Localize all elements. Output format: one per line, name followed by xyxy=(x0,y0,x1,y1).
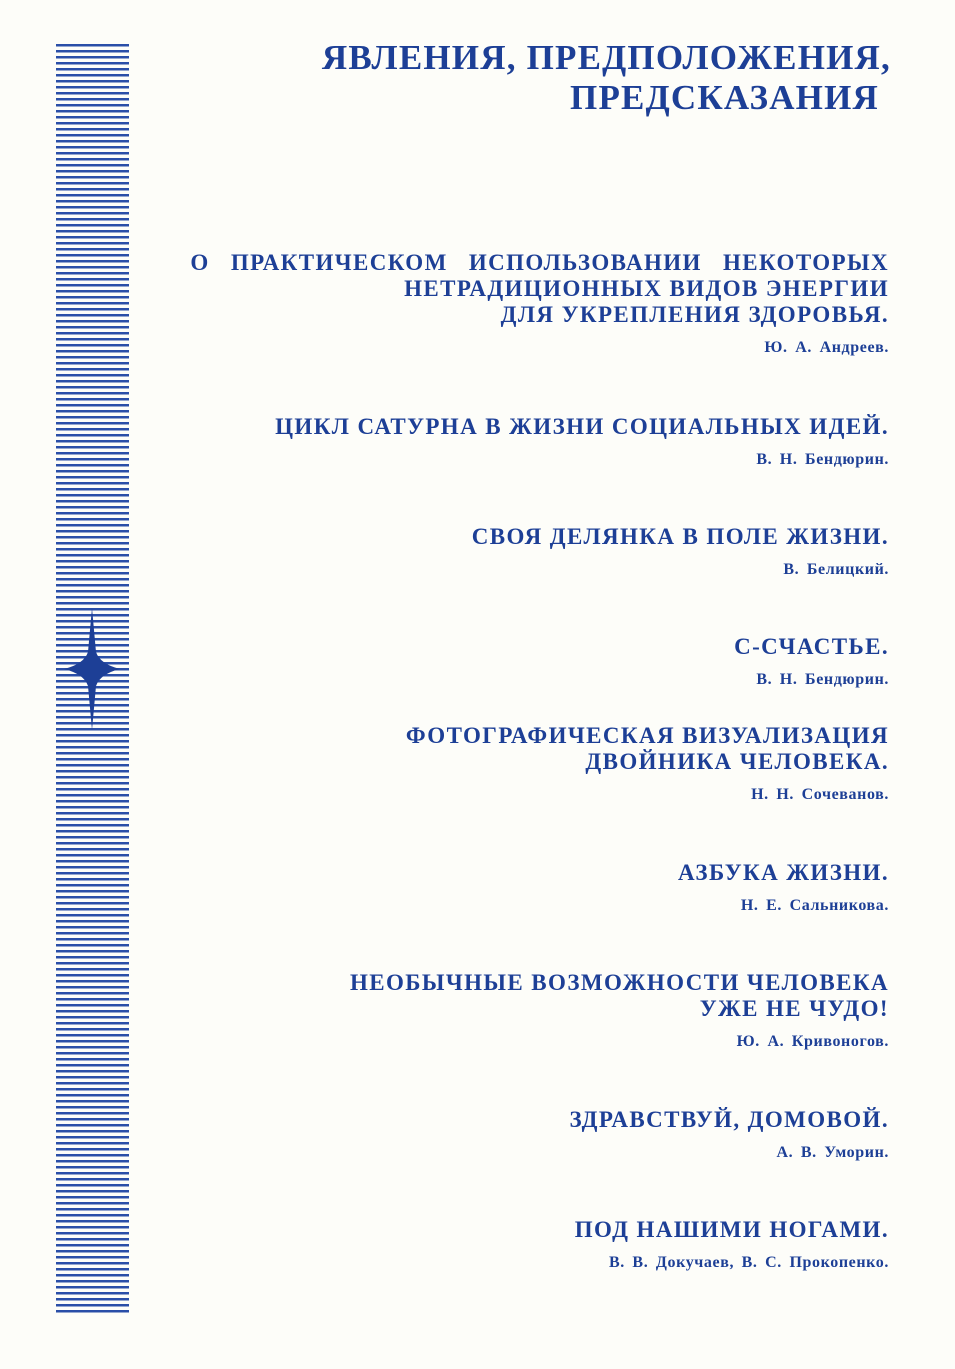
contents-entry xyxy=(129,250,889,358)
contents-entry xyxy=(129,1217,889,1273)
entry-title-line: АЗБУКА ЖИЗНИ. xyxy=(678,860,889,885)
entry-author: Н. Н. Сочеванов. xyxy=(751,786,889,803)
section-title-line-1: ЯВЛЕНИЯ, ПРЕДПОЛОЖЕНИЯ, xyxy=(321,38,891,77)
entry-author: В. Белицкий. xyxy=(783,561,889,578)
entry-author: Ю. А. Кривоногов. xyxy=(736,1033,889,1050)
entry-author: Н. Е. Сальникова. xyxy=(740,897,889,914)
entry-author: В. Н. Бендюрин. xyxy=(756,451,889,468)
entry-title-line: СВОЯ ДЕЛЯНКА В ПОЛЕ ЖИЗНИ. xyxy=(471,524,889,549)
entry-author: В. В. Докучаев, В. С. Прокопенко. xyxy=(608,1254,889,1271)
entry-author: Ю. А. Андреев. xyxy=(764,339,889,356)
entry-title-line: ДЛЯ УКРЕПЛЕНИЯ ЗДОРОВЬЯ. xyxy=(500,302,889,327)
contents-entry xyxy=(129,524,889,580)
entry-title-line: ПОД НАШИМИ НОГАМИ. xyxy=(574,1217,889,1242)
contents-entry xyxy=(129,634,889,690)
entry-title-line: ФОТОГРАФИЧЕСКАЯ ВИЗУАЛИЗАЦИЯ xyxy=(405,723,889,748)
entry-author: В. Н. Бендюрин. xyxy=(756,671,889,688)
entry-title-line: ЦИКЛ САТУРНА В ЖИЗНИ СОЦИАЛЬНЫХ ИДЕЙ. xyxy=(275,414,889,439)
entry-title-line: УЖЕ НЕ ЧУДО! xyxy=(699,996,889,1021)
entry-title-line: С-СЧАСТЬЕ. xyxy=(734,634,889,659)
four-point-star-icon xyxy=(64,608,120,730)
contents-entry xyxy=(129,860,889,916)
entry-author: А. В. Уморин. xyxy=(776,1144,889,1161)
contents-entry xyxy=(129,414,889,470)
entry-title-line: НЕТРАДИЦИОННЫХ ВИДОВ ЭНЕРГИИ xyxy=(404,276,889,301)
entry-title-line: ЗДРАВСТВУЙ, ДОМОВОЙ. xyxy=(569,1107,889,1132)
contents-entry xyxy=(129,970,889,1052)
entry-title-line: НЕОБЫЧНЫЕ ВОЗМОЖНОСТИ ЧЕЛОВЕКА xyxy=(349,970,889,995)
contents-entry xyxy=(129,1107,889,1163)
entry-title-line: О ПРАКТИЧЕСКОМ ИСПОЛЬЗОВАНИИ НЕКОТОРЫХ xyxy=(190,250,889,275)
contents-list xyxy=(129,0,889,1369)
section-title-line-2: ПРЕДСКАЗАНИЯ xyxy=(570,78,879,117)
entry-title-line: ДВОЙНИКА ЧЕЛОВЕКА. xyxy=(585,749,889,774)
contents-entry xyxy=(129,723,889,805)
